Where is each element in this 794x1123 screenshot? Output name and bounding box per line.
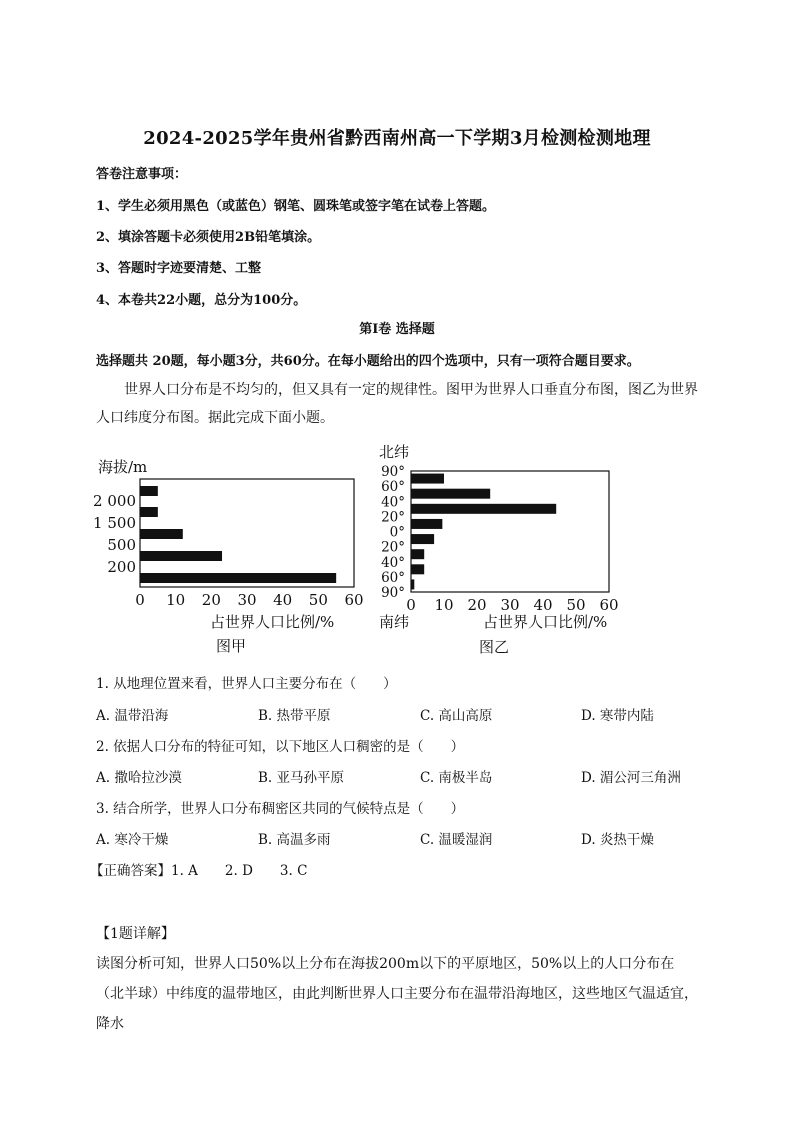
question-stem: 1. 从地理位置来看，世界人口主要分布在（ ） — [96, 676, 397, 692]
detail-text: 读图分析可知，世界人口50%以上分布在海拔200m以下的平原地区，50%以上的人口分布在（北半球）中纬度的温带地区，由此判断世界人口主要分布在温带沿海地区，这些地区气温适宜，降水 — [96, 956, 698, 1032]
chart-yi-bar — [411, 579, 414, 589]
option: B. 亚马孙平原 — [258, 770, 345, 786]
chart-yi-top-label: 北纬 — [379, 443, 410, 461]
option: D. 湄公河三角洲 — [581, 770, 681, 786]
chart-yi-x-tick: 60 — [599, 596, 619, 614]
detail-heading: 【1题详解】 — [96, 926, 175, 942]
chart-yi-x-tick: 30 — [500, 596, 520, 614]
chart-jia-y-tick: 2 000 — [93, 492, 136, 510]
chart-yi-bottom-label: 南纬 — [379, 613, 410, 631]
chart-yi-x-tick: 10 — [434, 596, 454, 614]
option: D. 寒带内陆 — [581, 708, 654, 724]
option: B. 高温多雨 — [258, 832, 331, 848]
answer-label: 【正确答案】 — [90, 863, 171, 879]
option: A. 撒哈拉沙漠 — [96, 770, 182, 786]
chart-jia-x-tick: 40 — [273, 591, 293, 609]
option: A. 温带沿海 — [96, 708, 169, 724]
option: C. 温暖湿润 — [420, 832, 493, 848]
chart-yi-y-tick: 90° — [381, 585, 405, 601]
chart-jia-y-tick: 1 500 — [93, 514, 136, 532]
chart-jia-bar — [140, 551, 222, 561]
notice-item: 1、学生必须用黑色（或蓝色）钢笔、圆珠笔或签字笔在试卷上答题。 — [96, 199, 496, 214]
chart-yi-bar — [411, 489, 490, 499]
chart-yi-x-tick: 40 — [533, 596, 553, 614]
answer-text: 1. A 2. D 3. C — [171, 863, 308, 879]
chart-jia-x-tick: 20 — [201, 591, 221, 609]
chart-yi-y-tick: 20° — [381, 539, 405, 556]
option: A. 寒冷干燥 — [96, 832, 169, 848]
intro-paragraph: 世界人口分布是不均匀的，但又具有一定的规律性。图甲为世界人口垂直分布图，图乙为世界人口纬度分布图。据此完成下面小题。 — [96, 382, 698, 426]
chart-yi-bar — [411, 474, 444, 484]
section-title: 第Ⅰ卷 选择题 — [359, 322, 435, 337]
chart-yi-x-tick: 20 — [467, 596, 487, 614]
chart-yi-y-tick: 60° — [381, 479, 405, 496]
chart-yi-y-tick: 60° — [381, 569, 405, 586]
chart-jia-bar — [140, 529, 183, 539]
chart-jia-y-tick: 500 — [107, 536, 136, 554]
chart-yi-bar — [411, 549, 424, 559]
notice-heading: 答卷注意事项： — [96, 167, 188, 182]
chart-jia-xlabel: 占世界人口比例/% — [210, 613, 335, 631]
chart-yi-xlabel: 占世界人口比例/% — [483, 613, 608, 631]
chart-jia-x-tick: 60 — [344, 591, 364, 609]
answer-line — [90, 859, 307, 879]
page-title: 2024-2025学年贵州省黔西南州高一下学期3月检测检测地理 — [143, 128, 651, 149]
chart-jia-ylabel: 海拔/m — [98, 458, 148, 476]
question-stem: 2. 依据人口分布的特征可知，以下地区人口稠密的是（ ） — [96, 739, 465, 755]
chart-yi-bar — [411, 519, 442, 529]
option: C. 高山高原 — [420, 708, 493, 724]
chart-jia-x-tick: 50 — [308, 591, 328, 609]
chart-yi-bar — [411, 504, 556, 514]
chart-jia-x-tick: 10 — [166, 591, 186, 609]
chart-jia — [90, 445, 380, 660]
chart-yi-x-tick: 0 — [406, 596, 416, 614]
chart-jia-bar — [140, 486, 158, 496]
notice-item: 2、填涂答题卡必须使用2B铅笔填涂。 — [96, 230, 321, 245]
chart-yi-x-tick: 50 — [566, 596, 586, 614]
question-stem: 3. 结合所学，世界人口分布稠密区共同的气候特点是（ ） — [96, 801, 465, 817]
chart-yi-y-tick: 20° — [381, 509, 405, 526]
chart-yi-bar — [411, 564, 424, 574]
option: C. 南极半岛 — [420, 770, 493, 786]
chart-jia-bar — [140, 507, 158, 517]
chart-jia-y-tick: 200 — [107, 558, 136, 576]
chart-yi — [375, 437, 635, 662]
chart-yi-y-tick: 0° — [389, 524, 405, 541]
chart-yi-bar — [411, 534, 434, 544]
chart-yi-caption: 图乙 — [479, 638, 510, 656]
chart-yi-y-tick: 40° — [381, 494, 405, 511]
chart-jia-x-tick: 0 — [135, 591, 145, 609]
notice-item: 4、本卷共22小题，总分为100分。 — [96, 293, 307, 308]
option: B. 热带平原 — [258, 708, 331, 724]
chart-jia-bar — [140, 573, 336, 583]
section-instruction: 选择题共 20题，每小题3分，共60分。在每小题给出的四个选项中，只有一项符合题目要求。 — [96, 354, 640, 369]
chart-yi-y-tick: 40° — [381, 554, 405, 571]
chart-jia-x-tick: 30 — [237, 591, 257, 609]
option: D. 炎热干燥 — [581, 832, 654, 848]
notice-item: 3、答题时字迹要清楚、工整 — [96, 261, 262, 276]
chart-yi-y-tick: 90° — [381, 464, 405, 480]
chart-jia-caption: 图甲 — [216, 637, 247, 655]
